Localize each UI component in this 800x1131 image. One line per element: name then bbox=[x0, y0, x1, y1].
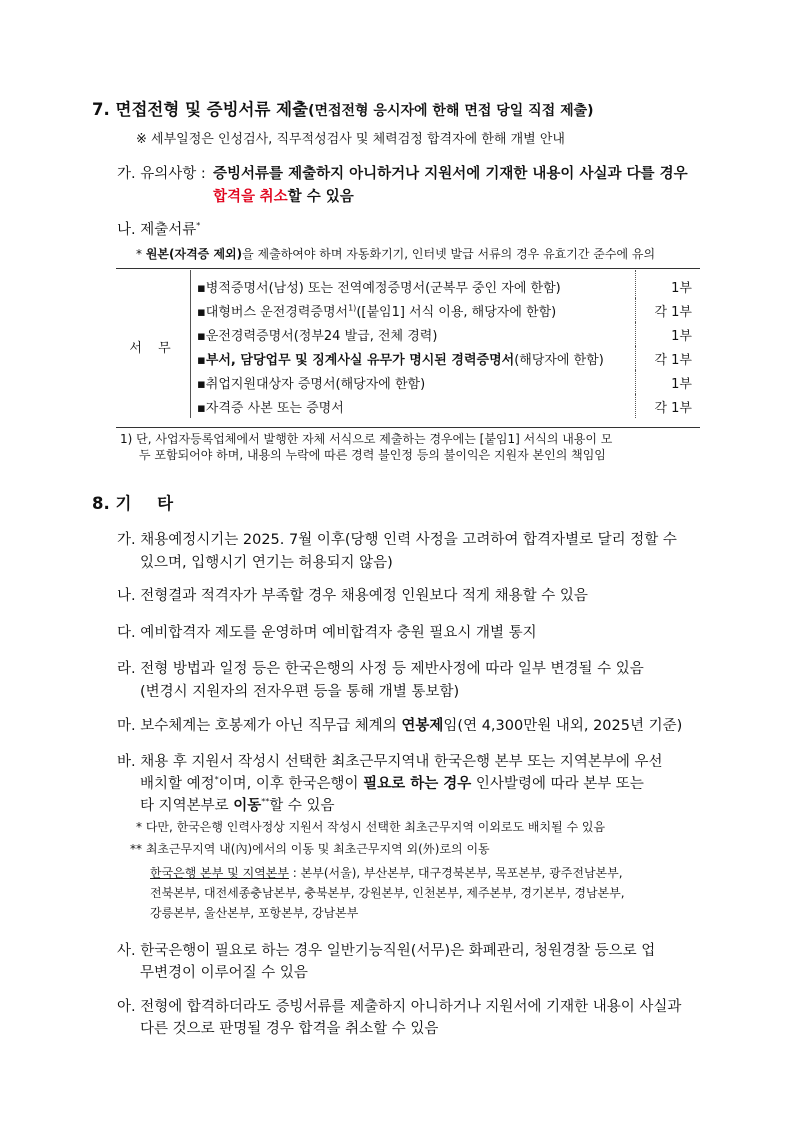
ba-star: * bbox=[214, 775, 219, 785]
caution-red-2: 취소 bbox=[259, 189, 288, 205]
item-text: ▪자격증 사본 또는 증명서 bbox=[197, 400, 344, 416]
item-sa-line-2: 무변경이 이루어질 수 있음 bbox=[140, 965, 308, 981]
table-row bbox=[116, 298, 700, 322]
item-cell bbox=[191, 322, 636, 346]
ba-note-1: * 다만, 한국은행 인력사정상 지원서 작성시 선택한 최초근무지역 이외로도 배치될 수 있음 bbox=[136, 820, 606, 834]
ba-text: 배치할 예정 bbox=[140, 776, 215, 792]
category-cell: 서 무 bbox=[116, 270, 191, 418]
caution-text: 증빙서류를 제출하지 아니하거나 지원서에 기재한 내용이 사실과 다를 경우 bbox=[213, 166, 688, 182]
item-na: 나. 전형결과 적격자가 부족할 경우 채용예정 인원보다 적게 채용할 수 있음 bbox=[117, 588, 588, 604]
item-text: ▪취업지원대상자 증명서(해당자에 한함) bbox=[197, 376, 426, 392]
item-text: ▪병적증명서(남성) 또는 전역예정증명서(군복무 중인 자에 한함) bbox=[197, 280, 561, 296]
ba-note-2: ** 최초근무지역 내(內)에서의 이동 및 최초근무지역 외(外)로의 이동 bbox=[130, 842, 490, 856]
ba-text: 인사발령에 따라 본부 또는 bbox=[471, 776, 644, 792]
table-row bbox=[116, 346, 700, 370]
ba-text: 할 수 있음 bbox=[269, 798, 335, 814]
ba-text: 타 지역본부로 bbox=[140, 798, 234, 814]
documents-label bbox=[117, 218, 200, 239]
caution-text-2 bbox=[213, 185, 354, 206]
ba-bold: 필요로 하는 경우 bbox=[363, 776, 472, 792]
footnote-ref: 1) bbox=[348, 303, 357, 313]
section-7-heading bbox=[92, 96, 594, 120]
branch-list-line-2: 전북본부, 대전세종충남본부, 충북본부, 강원본부, 인천본부, 제주본부, 경기본부, 경남본부, bbox=[150, 886, 625, 900]
item-ra-line-1: 라. 전형 방법과 일정 등은 한국은행의 사정 등 제반사정에 따라 일부 변경될 수 있음 bbox=[117, 661, 644, 677]
documents-label-text: 나. 제출서류 bbox=[117, 222, 197, 238]
item-a-line-1: 아. 전형에 합격하더라도 증빙서류를 제출하지 아니하거나 지원서에 기재한 내용이 사실과 bbox=[117, 999, 682, 1015]
item-text-post: ([붙임1] 서식 이용, 해당자에 한함) bbox=[356, 304, 557, 320]
note-star: * bbox=[136, 247, 146, 261]
caution-red-1: 합격을 bbox=[213, 189, 256, 205]
item-ma bbox=[117, 714, 682, 735]
branch-list-head: 한국은행 본부 및 지역본부 bbox=[150, 866, 289, 880]
item-text-bold: 부서, 담당업무 및 징계사실 유무가 명시된 경력증명서 bbox=[205, 352, 515, 368]
qty-cell: 각 1부 bbox=[636, 394, 701, 418]
item-ba-line-3 bbox=[140, 794, 335, 815]
table-row bbox=[116, 394, 700, 418]
item-ga-line-1: 가. 채용예정시기는 2025. 7월 이후(당행 인력 사정을 고려하여 합격자별로 달리 정할 수 bbox=[117, 532, 677, 548]
item-ma-pre: 마. 보수체계는 호봉제가 아닌 직무급 체계의 bbox=[117, 718, 402, 734]
item-ga-line-2: 있으며, 입행시기 연기는 허용되지 않음) bbox=[140, 555, 393, 571]
section-8-heading bbox=[92, 490, 183, 514]
item-text: ▪대형버스 운전경력증명서 bbox=[197, 304, 349, 320]
item-text-post: (해당자에 한함) bbox=[514, 352, 604, 368]
documents-asterisk: * bbox=[196, 221, 201, 231]
item-cell bbox=[191, 298, 636, 322]
item-da: 다. 예비합격자 제도를 운영하며 예비합격자 충원 필요시 개별 통지 bbox=[117, 625, 537, 641]
item-text: ▪운전경력증명서(정부24 발급, 전체 경력) bbox=[197, 328, 438, 344]
item-bullet: ▪ bbox=[197, 352, 206, 368]
item-cell bbox=[191, 270, 636, 298]
qty-cell: 각 1부 bbox=[636, 298, 701, 322]
qty-cell: 1부 bbox=[636, 270, 701, 298]
ba-star: ** bbox=[261, 797, 270, 807]
ba-bold: 이동 bbox=[233, 798, 262, 814]
note-rest: 을 제출하여야 하며 자동화기기, 인터넷 발급 서류의 경우 유효기간 준수에 유의 bbox=[242, 247, 656, 261]
item-ma-post: 임(연 4,300만원 내외, 2025년 기준) bbox=[443, 718, 683, 734]
section-title: 면접전형 및 증빙서류 제출 bbox=[115, 100, 309, 119]
item-sa-line-1: 사. 한국은행이 필요로 하는 경우 일반기능직원(서무)은 화폐관리, 청원경찰 등으로 업 bbox=[117, 943, 656, 959]
schedule-note: ※ 세부일정은 인성검사, 직무적성검사 및 체력검정 합격자에 한해 개별 안내 bbox=[136, 132, 565, 147]
section-number: 8. bbox=[92, 494, 110, 513]
item-ma-bold: 연봉제 bbox=[401, 718, 444, 734]
section-title: 기 타 bbox=[115, 494, 184, 513]
branch-list-line-3: 강릉본부, 울산본부, 포항본부, 강남본부 bbox=[150, 906, 359, 920]
item-a-line-2: 다른 것으로 판명될 경우 합격을 취소할 수 있음 bbox=[140, 1021, 439, 1037]
item-cell bbox=[191, 346, 636, 370]
ba-text: 이며, 이후 한국은행이 bbox=[218, 776, 364, 792]
qty-cell: 1부 bbox=[636, 370, 701, 394]
item-ba-line-2 bbox=[140, 772, 644, 793]
documents-table bbox=[116, 270, 700, 418]
branch-list-text: : 본부(서울), 부산본부, 대구경북본부, 목포본부, 광주전남본부, bbox=[288, 866, 623, 880]
original-note bbox=[136, 245, 655, 262]
table-row bbox=[116, 270, 700, 298]
qty-cell: 1부 bbox=[636, 322, 701, 346]
section-number: 7. bbox=[92, 100, 110, 119]
item-ra-line-2: (변경시 지원자의 전자우편 등을 통해 개별 통보함) bbox=[140, 684, 460, 700]
section-subtitle: (면접전형 응시자에 한해 면접 당일 직접 제출) bbox=[308, 103, 594, 119]
qty-cell: 각 1부 bbox=[636, 346, 701, 370]
caution-label: 가. 유의사항 : bbox=[117, 166, 206, 182]
table-row bbox=[116, 370, 700, 394]
branch-list-line-1 bbox=[150, 864, 623, 881]
caution-tail: 할 수 있음 bbox=[287, 189, 354, 205]
item-cell bbox=[191, 394, 636, 418]
item-cell bbox=[191, 370, 636, 394]
table-footnote-line-1: 1) 단, 사업자등록업체에서 발행한 자체 서식으로 제출하는 경우에는 [붙임1] 서식의 내용이 모 bbox=[120, 432, 613, 446]
note-bold: 원본(자격증 제외) bbox=[145, 247, 243, 261]
table-footnote-line-2: 두 포함되어야 하며, 내용의 누락에 따른 경력 불인정 등의 불이익은 지원자 본인의 책임임 bbox=[139, 448, 606, 462]
table-row bbox=[116, 322, 700, 346]
item-ba-line-1: 바. 채용 후 지원서 작성시 선택한 최초근무지역내 한국은행 본부 또는 지역본부에 우선 bbox=[117, 754, 663, 770]
